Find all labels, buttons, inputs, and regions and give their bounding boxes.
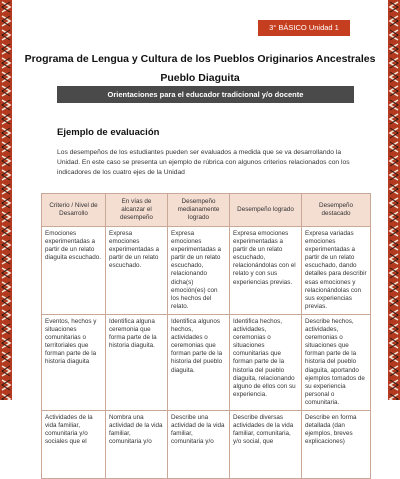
table-cell: Emociones experimentadas a partir de un relato diaguita escuchado. <box>42 227 106 315</box>
page-subtitle: Pueblo Diaguita <box>160 72 240 84</box>
rubric-table <box>41 193 371 479</box>
grade-unit-tab: 3° BÁSICO Unidad 1 <box>258 20 350 36</box>
intro-paragraph: Los desempeños de los estudiantes pueden ser evaluados a medida que se va desarrollando la Unidad. En este caso se presenta un ejemplo de rúbrica con algunos criterios relacionados con los indicadores de los cuatro ejes de la Unidad <box>57 149 350 176</box>
diaguita-pattern-icon <box>0 0 12 400</box>
header-criterio: Criterio / Nivel de Desarrollo <box>42 194 106 227</box>
section-banner: Orientaciones para el educador tradicional y/o docente <box>57 86 354 103</box>
table-row <box>42 227 371 315</box>
table-cell: Expresa emociones experimentadas a partir de un relato escuchado. <box>106 227 168 315</box>
table-cell: Describe hechos, actividades, ceremonias o situaciones que forman parte de la historia del pueblo diaguita, aportando ejemplos tomados de su experiencia personal o comunitaria. <box>302 314 371 410</box>
page-title: Programa de Lengua y Cultura de los Pueblos Originarios Ancestrales <box>24 53 376 65</box>
table-cell: Identifica hechos, actividades, ceremonias o situaciones comunitarias que forman parte de la historia del pueblo diaguita, relacionando alguno de ellos con su experiencia. <box>230 314 302 410</box>
table-cell: Actividades de la vida familiar, comunitaria y/o sociales que el <box>42 410 106 478</box>
table-row <box>42 314 371 410</box>
table-cell: Describe en forma detallada (dan ejemplos, breves explicaciones) <box>302 410 371 478</box>
table-cell: Describe una actividad de la vida familiar, comunitaria y/o <box>168 410 230 478</box>
table-cell: Identifica alguna ceremonia que forma parte de la historia diaguita. <box>106 314 168 410</box>
diaguita-pattern-icon <box>388 0 400 400</box>
table-cell: Eventos, hechos y situaciones comunitarias o territoriales que forman parte de la historia diaguita <box>42 314 106 410</box>
table-cell: Expresa emociones experimentadas a partir de un relato escuchado, relacionándolas con el relato y con sus experiencias previas. <box>230 227 302 315</box>
header-en-vias: En vías de alcanzar el desempeño <box>106 194 168 227</box>
table-cell: Nombra una actividad de la vida familiar, comunitaria y/o <box>106 410 168 478</box>
decorative-border-left <box>0 0 12 400</box>
header-logrado: Desempeño logrado <box>230 194 302 227</box>
header-destacado: Desempeño destacado <box>302 194 371 227</box>
section-heading: Ejemplo de evaluación <box>57 127 160 138</box>
table-cell: Identifica algunos hechos, actividades o ceremonias que forman parte de la historia del pueblo diaguita. <box>168 314 230 410</box>
table-cell: Describe diversas actividades de la vida familiar, comunitaria, y/o social, que <box>230 410 302 478</box>
header-medianamente: Desempeño medianamente logrado <box>168 194 230 227</box>
table-cell: Expresa variadas emociones experimentadas a partir de un relato escuchado, dando detalles para describir esas emociones y relacionándolas con sus experiencias previas. <box>302 227 371 315</box>
rubric-header-row <box>42 194 371 227</box>
table-row <box>42 410 371 478</box>
table-cell: Expresa emociones experimentadas a partir de un relato escuchado, relacionando dicha(s) emoción(es) con los hechos del relato. <box>168 227 230 315</box>
decorative-border-right <box>388 0 400 400</box>
